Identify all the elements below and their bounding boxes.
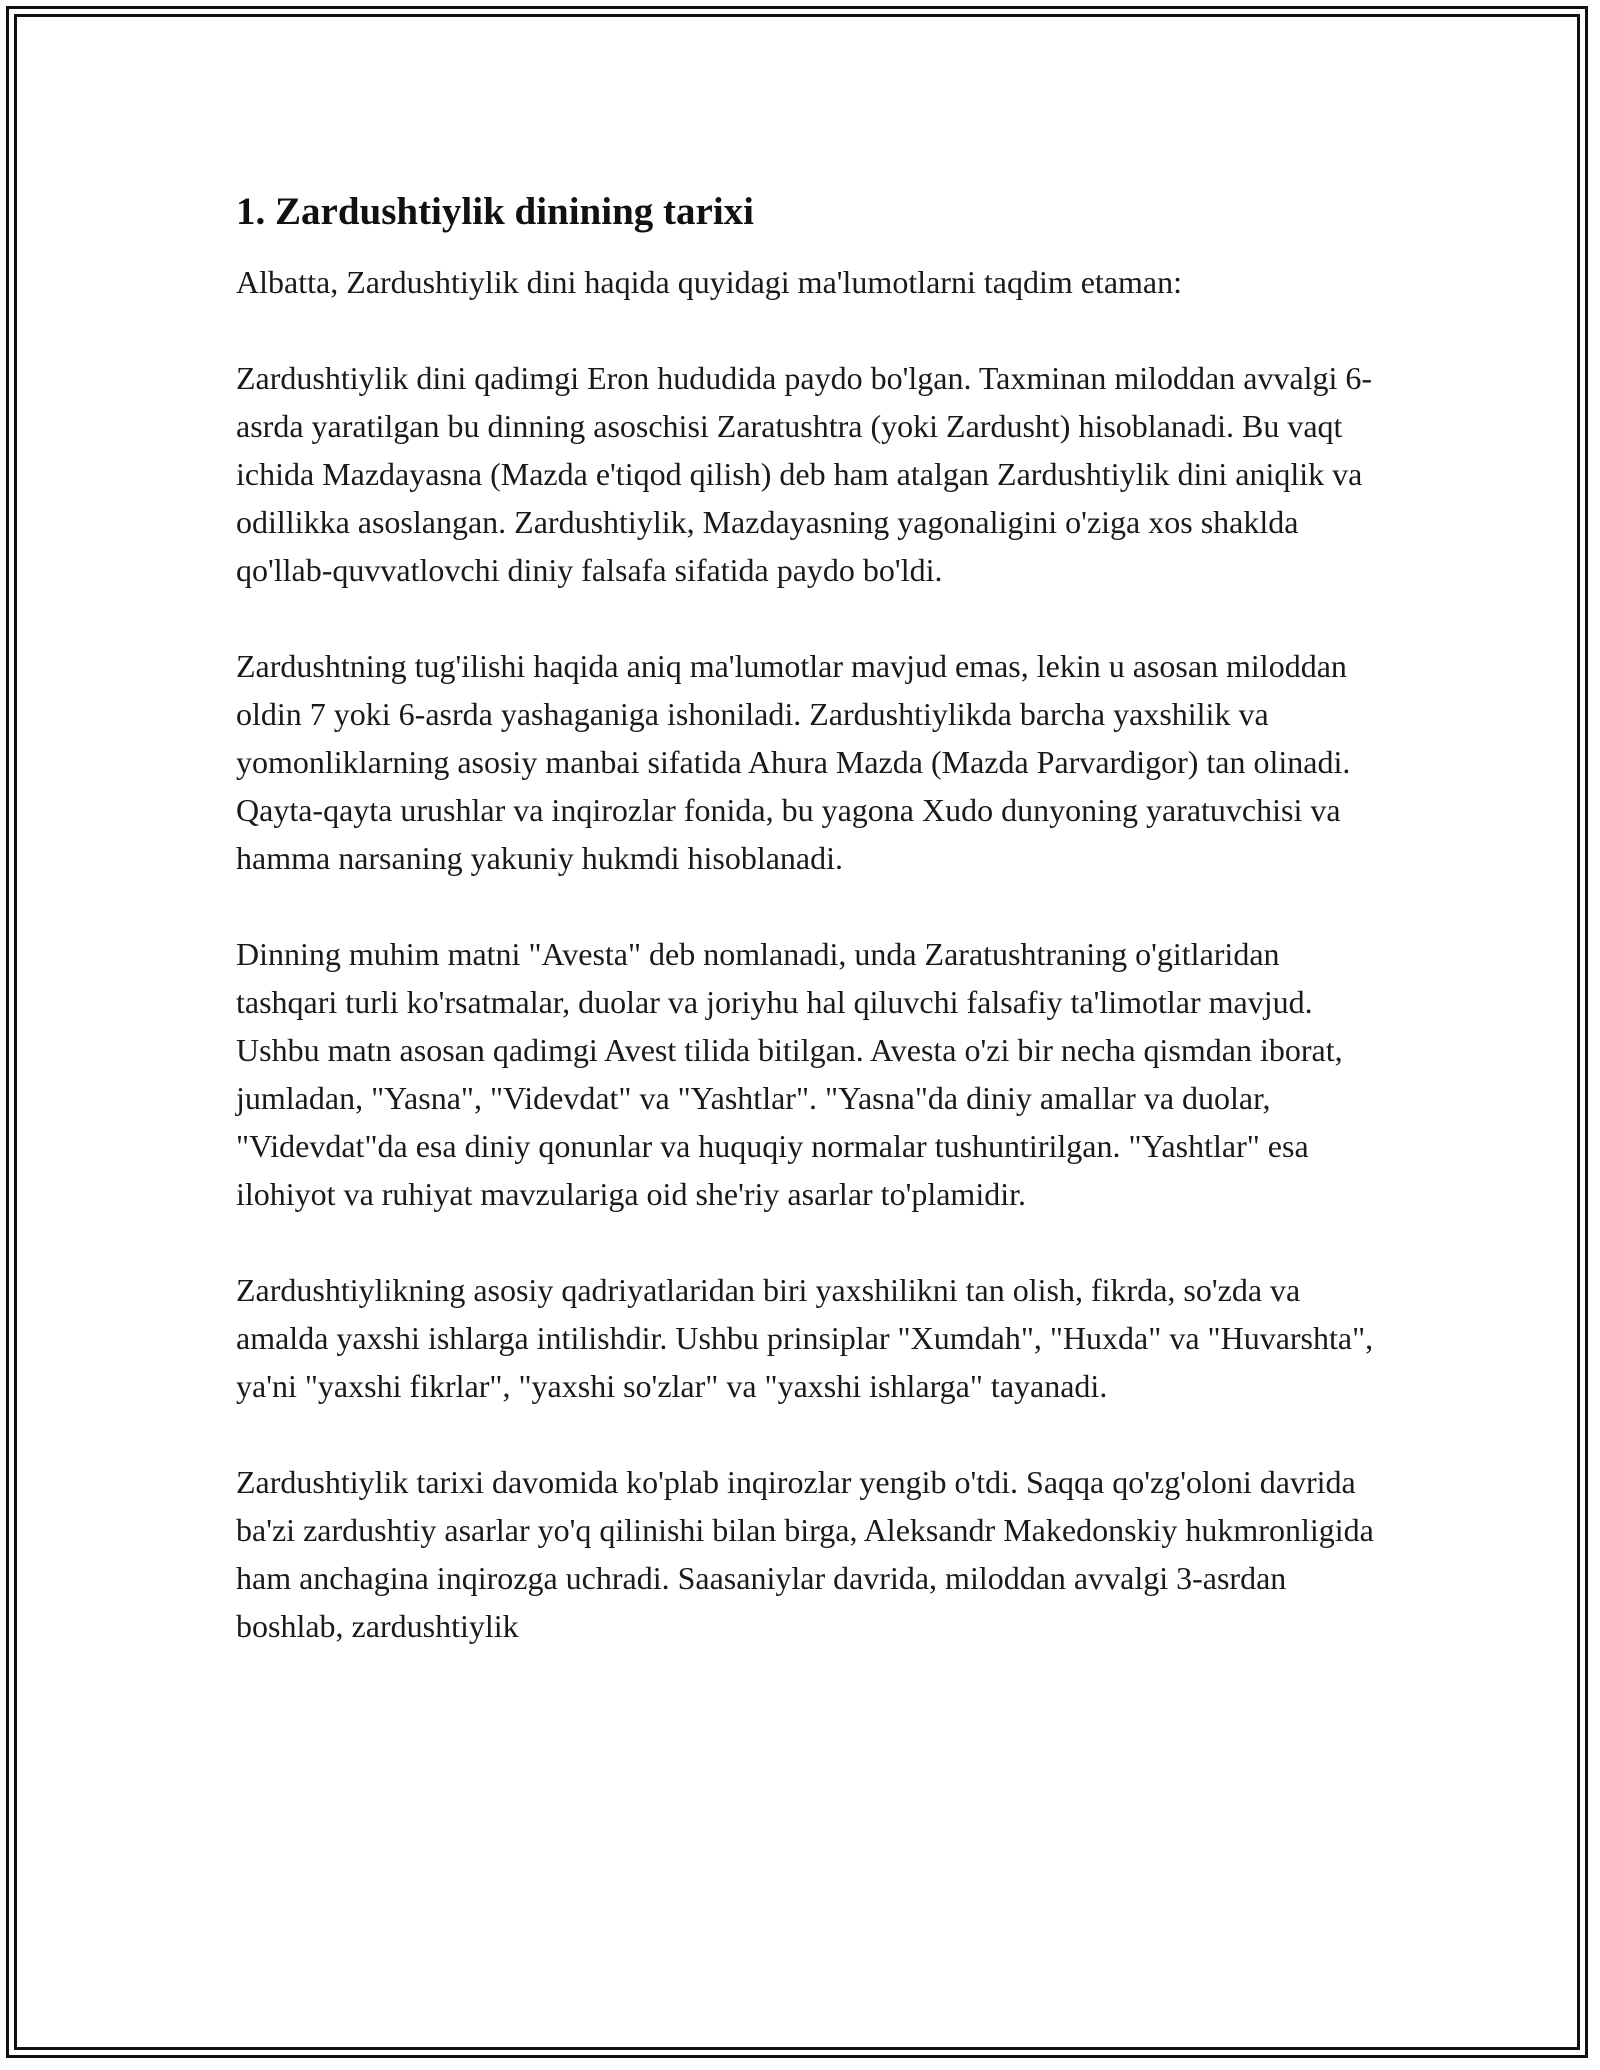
paragraph-origin: Zardushtiylik dini qadimgi Eron hududida paydo bo'lgan. Taxminan miloddan avvalgi 6-asrda yaratilgan bu dinning asoschisi Zaratushtra (yoki Zardusht) hisoblanadi. Bu vaqt ichida Mazdayasna (Mazda e'tiqod qilish) deb ham atalgan Zardushtiylik dini aniqlik va odillikka asoslangan. Zardushtiylik, Mazdayasning yagonaligini o'ziga xos shakldа qo'llab-quvvatlovchi diniy falsafa sifatida paydo bo'ldi.	[236, 360, 1373, 588]
document-body	[236, 188, 1376, 1698]
section-heading: 1. Zardushtiylik dinining tarixi	[236, 190, 754, 233]
paragraph-history: Zardushtiylik tarixi davomida ko'plab inqirozlar yengib o'tdi. Saqqa qo'zg'oloni davrida ba'zi zardushtiy asarlar yo'q qilinishi bilan birga, Aleksandr Makedonskiy hukmronligida ham anchagina inqirozga uchradi. Saasaniylar davrida, miloddan avvalgi 3-asrdan boshlab, zardushtiylik	[236, 1464, 1374, 1644]
paragraph-values: Zardushtiylikning asosiy qadriyatlaridan biri yaxshilikni tan olish, fikrda, so'zda va amalda yaxshi ishlarga intilishdir. Ushbu prinsiplar "Xumdah", "Huxda" va "Huvarshta", ya'ni "yaxshi fikrlar", "yaxshi so'zlar" va "yaxshi ishlarga" tayanadi.	[236, 1272, 1374, 1404]
paragraph-zardusht-birth: Zardushtning tug'ilishi haqida aniq ma'lumotlar mavjud emas, lekin u asosan miloddan oldin 7 yoki 6-asrda yashaganiga ishoniladi. Zardushtiylikda barcha yaxshilik va yomonliklarning asosiy manbai sifatida Ahura Mazda (Mazda Parvardigor) tan olinadi. Qayta-qayta urushlar va inqirozlar fonida, bu yagona Xudo dunyoning yaratuvchisi va hamma narsaning yakuniy hukmdi hisoblanadi.	[236, 648, 1351, 876]
paragraph-avesta: Dinning muhim matni "Avesta" deb nomlanadi, unda Zaratushtraning o'gitlaridan tashqari turli ko'rsatmalar, duolar va joriyhu hal qiluvchi falsafiy ta'limotlar mavjud. Ushbu matn asosan qadimgi Avest tilida bitilgan. Avesta o'zi bir necha qismdan iborat, jumladan, "Yasna", "Videvdat" va "Yashtlar". "Yasna"da diniy amallar va duolar, "Videvdat"da esa diniy qonunlar va huquqiy normalar tushuntirilgan. "Yashtlar" esa ilohiyot va ruhiyat mavzulariga oid she'riy asarlar to'plamidir.	[236, 936, 1343, 1212]
intro-paragraph: Albatta, Zardushtiylik dini haqida quyidagi ma'lumotlarni taqdim etaman:	[236, 264, 1182, 300]
